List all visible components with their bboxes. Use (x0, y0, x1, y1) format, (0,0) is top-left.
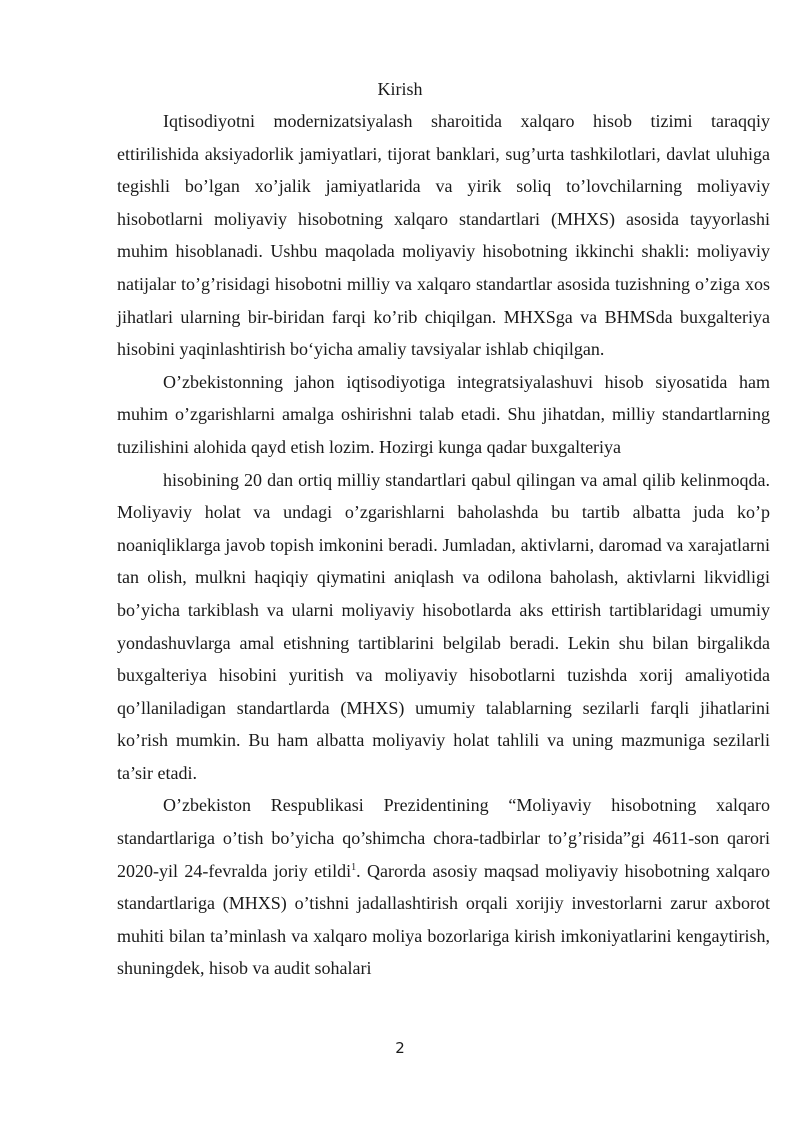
paragraph-4-text-start: O’zbekiston Respublikasi Prezidentining “Moliyaviy hisobotning xalqaro standartlariga o’tish bo’yicha qo’shimcha chora-tadbirlar to’g’risida”gi 4611-son qarori 2020-yil 24-fevralda joriy etildi (117, 795, 770, 881)
footnote-reference[interactable]: 1 (351, 861, 357, 873)
paragraph-4-text-end: . Qarorda asosiy maqsad moliyaviy hisobotning xalqaro standartlariga (MHXS) o’tishni jadallashtirish orqali xorijiy investorlarni zarur axborot muhiti bilan ta’minlash va xalqaro moliya bozorlariga kirish imkoniyatlarini kengaytirish, shuningdek, hisob va audit sohalari (117, 860, 770, 979)
paragraph-4 (117, 789, 770, 985)
paragraph-2: O’zbekistonning jahon iqtisodiyotiga integratsiyalashuvi hisob siyosatida ham muhim o’zgarishlarni amalga oshirishni talab etadi. Shu jihatdan, milliy standartlarning tuzilishini alohida qayd etish lozim. Hozirgi kunga qadar buxgalteriya (117, 371, 770, 457)
paragraph-3: hisobining 20 dan ortiq milliy standartlari qabul qilingan va amal qilib kelinmoqda. Moliyaviy holat va undagi o’zgarishlarni baholashda bu tartib albatta juda ko’p noaniqliklarga javob topish imkonini beradi. Jumladan, aktivlarni, daromad va xarajatlarni tan olish, mulkni haqiqiy qiymatini aniqlash va odilona baholash, aktivlarni likvidligi bo’yicha tarkiblash va ularni moliyaviy hisobotlarda aks ettirish tartiblaridagi umumiy yondashuvlarga amal etishning tartiblarini belgilab beradi. Lekin shu bilan birgalikda buxgalteriya hisobini yuritish va moliyaviy hisobotlarni tuzishda xorij amaliyotida qo’llaniladigan standartlarda (MHXS) umumiy talablarning sezilarli farqli jihatlarini ko’rish mumkin. Bu ham albatta moliyaviy holat tahlili va uning mazmuniga sezilarli ta’sir etadi. (117, 469, 770, 783)
paragraph-1: Iqtisodiyotni modernizatsiyalash sharoitida xalqaro hisob tizimi taraqqiy ettirilishida aksiyadorlik jamiyatlari, tijorat banklari, sug’urta tashkilotlari, davlat uluhiga tegishli bo’lgan xo’jalik jamiyatlarida va yirik soliq to’lovchilarning moliyaviy hisobotlarni moliyaviy hisobotning xalqaro standartlari (MHXS) asosida tayyorlashi muhim hisoblanadi. Ushbu maqolada moliyaviy hisobotning ikkinchi shakli: moliyaviy natijalar to’g’risidagi hisobotni milliy va xalqaro standartlar asosida tuzishning o’ziga xos jihatlari ularning bir-biridan farqi ko’rib chiqilgan. MHXSga va BHMSda buxgalteriya hisobini yaqinlashtirish bo‘yicha amaliy tavsiyalar ishlab chiqilgan. (117, 111, 770, 360)
section-title: Kirish (377, 79, 423, 99)
body-text (117, 105, 770, 985)
page-number: 2 (395, 1039, 405, 1057)
